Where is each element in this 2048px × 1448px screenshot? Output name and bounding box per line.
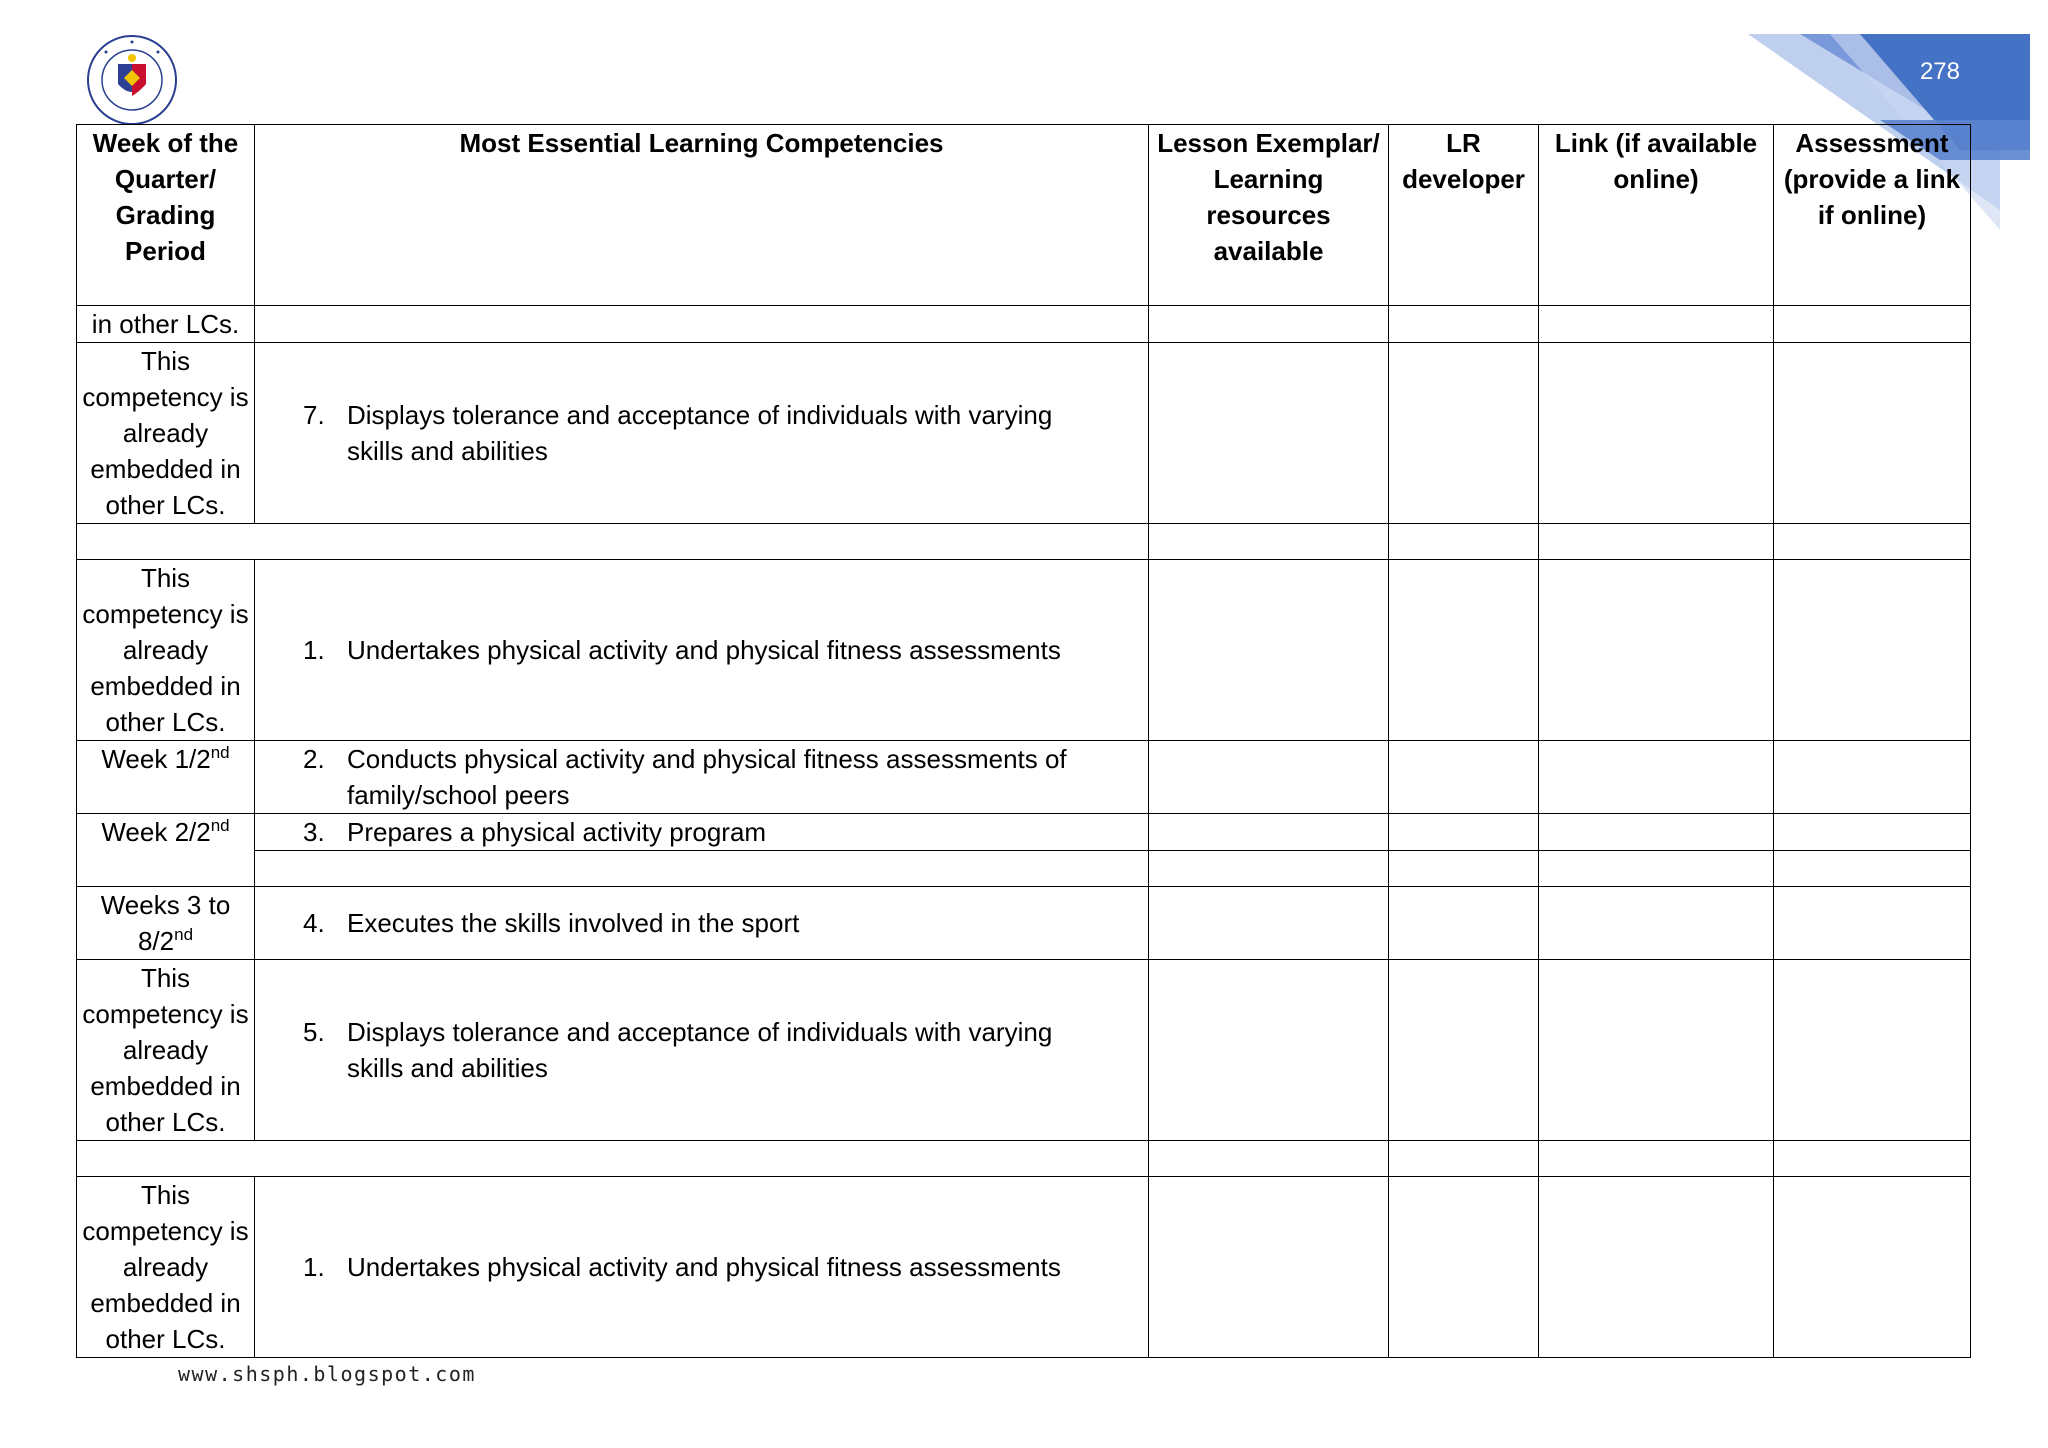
- week-label: Weeks 3 to 8/2: [100, 890, 231, 956]
- lr-cell: [1389, 741, 1539, 814]
- week-cell: This competency is already embedded in other LCs.: [77, 560, 255, 741]
- lesson-cell: [1149, 741, 1389, 814]
- assessment-cell: [1774, 814, 1971, 851]
- lr-cell: [1389, 306, 1539, 343]
- competency-number: 4.: [303, 908, 325, 938]
- competency-number: 7.: [303, 400, 325, 430]
- page-number: 278: [1919, 58, 1960, 85]
- lr-cell: [1389, 524, 1539, 560]
- lesson-cell: [1149, 887, 1389, 960]
- assessment-cell: [1774, 1141, 1971, 1177]
- lr-cell: [1389, 960, 1539, 1141]
- week-cell: [77, 814, 255, 887]
- header-competencies: Most Essential Learning Competencies: [255, 125, 1149, 306]
- competency-number: 3.: [303, 817, 325, 847]
- table-row: [77, 343, 1971, 524]
- competency-cell: [255, 343, 1149, 524]
- lesson-cell: [1149, 814, 1389, 851]
- competency-cell: [255, 560, 1149, 741]
- lesson-cell: [1149, 560, 1389, 741]
- competency-text: Conducts physical activity and physical fitness assessments of family/school peers: [347, 744, 1067, 810]
- competency-table: [76, 124, 1971, 1358]
- week-cell: This competency is already embedded in other LCs.: [77, 960, 255, 1141]
- competency-number: 2.: [303, 744, 325, 774]
- lesson-cell: [1149, 524, 1389, 560]
- blank-cell: [77, 524, 1149, 560]
- competency-text: Displays tolerance and acceptance of individuals with varying skills and abilities: [347, 1017, 1053, 1083]
- assessment-cell: [1774, 524, 1971, 560]
- competency-number: 5.: [303, 1017, 325, 1047]
- header-lr-developer: LR developer: [1389, 125, 1539, 306]
- link-cell: [1539, 851, 1774, 887]
- competency-number: 1.: [303, 1252, 325, 1282]
- assessment-cell: [1774, 741, 1971, 814]
- link-cell: [1539, 524, 1774, 560]
- link-cell: [1539, 960, 1774, 1141]
- link-cell: [1539, 887, 1774, 960]
- competency-cell: [255, 306, 1149, 343]
- deped-seal-logo: [86, 34, 178, 126]
- competency-cell: [255, 960, 1149, 1141]
- lr-cell: [1389, 814, 1539, 851]
- competency-cell: [255, 1177, 1149, 1358]
- lesson-cell: [1149, 306, 1389, 343]
- blank-cell: [77, 1141, 1149, 1177]
- table-row: [77, 814, 1971, 851]
- week-ordinal: nd: [174, 925, 194, 944]
- table-row: [77, 851, 1971, 887]
- table-row: [77, 1177, 1971, 1358]
- table-row: [77, 887, 1971, 960]
- assessment-cell: [1774, 887, 1971, 960]
- week-ordinal: nd: [210, 816, 230, 835]
- assessment-cell: [1774, 960, 1971, 1141]
- header-assessment: Assessment (provide a link if online): [1774, 125, 1971, 306]
- competency-text: Prepares a physical activity program: [347, 817, 767, 847]
- assessment-cell: [1774, 343, 1971, 524]
- link-cell: [1539, 1141, 1774, 1177]
- assessment-cell: [1774, 306, 1971, 343]
- competency-number: 1.: [303, 635, 325, 665]
- week-ordinal: nd: [210, 743, 230, 762]
- lr-cell: [1389, 851, 1539, 887]
- competency-text: Undertakes physical activity and physical fitness assessments: [347, 635, 1061, 665]
- table-row: [77, 741, 1971, 814]
- table-row: [77, 524, 1971, 560]
- week-cell: in other LCs.: [77, 306, 255, 343]
- link-cell: [1539, 741, 1774, 814]
- week-cell: This competency is already embedded in other LCs.: [77, 343, 255, 524]
- lr-cell: [1389, 560, 1539, 741]
- lesson-cell: [1149, 1141, 1389, 1177]
- table-row: [77, 560, 1971, 741]
- header-lesson-exemplar: Lesson Exemplar/ Learning resources available: [1149, 125, 1389, 306]
- competency-cell: [255, 851, 1149, 887]
- competency-cell: [255, 814, 1149, 851]
- lr-cell: [1389, 1141, 1539, 1177]
- assessment-cell: [1774, 560, 1971, 741]
- week-cell: [77, 887, 255, 960]
- week-cell: [77, 741, 255, 814]
- lesson-cell: [1149, 1177, 1389, 1358]
- table-row: [77, 1141, 1971, 1177]
- header-week: Week of the Quarter/ Grading Period: [77, 125, 255, 306]
- link-cell: [1539, 343, 1774, 524]
- link-cell: [1539, 814, 1774, 851]
- assessment-cell: [1774, 851, 1971, 887]
- week-label: Week 2/2: [101, 817, 211, 847]
- header-row: [77, 125, 1971, 306]
- competency-cell: [255, 887, 1149, 960]
- link-cell: [1539, 1177, 1774, 1358]
- assessment-cell: [1774, 1177, 1971, 1358]
- table-row: [77, 960, 1971, 1141]
- lr-cell: [1389, 1177, 1539, 1358]
- table-row: [77, 306, 1971, 343]
- link-cell: [1539, 560, 1774, 741]
- lr-cell: [1389, 343, 1539, 524]
- week-cell: This competency is already embedded in other LCs.: [77, 1177, 255, 1358]
- competency-text: Displays tolerance and acceptance of individuals with varying skills and abilities: [347, 400, 1053, 466]
- link-cell: [1539, 306, 1774, 343]
- competency-cell: [255, 741, 1149, 814]
- competency-text: Executes the skills involved in the sport: [347, 908, 800, 938]
- lesson-cell: [1149, 960, 1389, 1141]
- header-link: Link (if available online): [1539, 125, 1774, 306]
- lesson-cell: [1149, 343, 1389, 524]
- week-label: Week 1/2: [101, 744, 211, 774]
- footer-watermark: www.shsph.blogspot.com: [178, 1362, 476, 1386]
- lesson-cell: [1149, 851, 1389, 887]
- lr-cell: [1389, 887, 1539, 960]
- competency-text: Undertakes physical activity and physical fitness assessments: [347, 1252, 1061, 1282]
